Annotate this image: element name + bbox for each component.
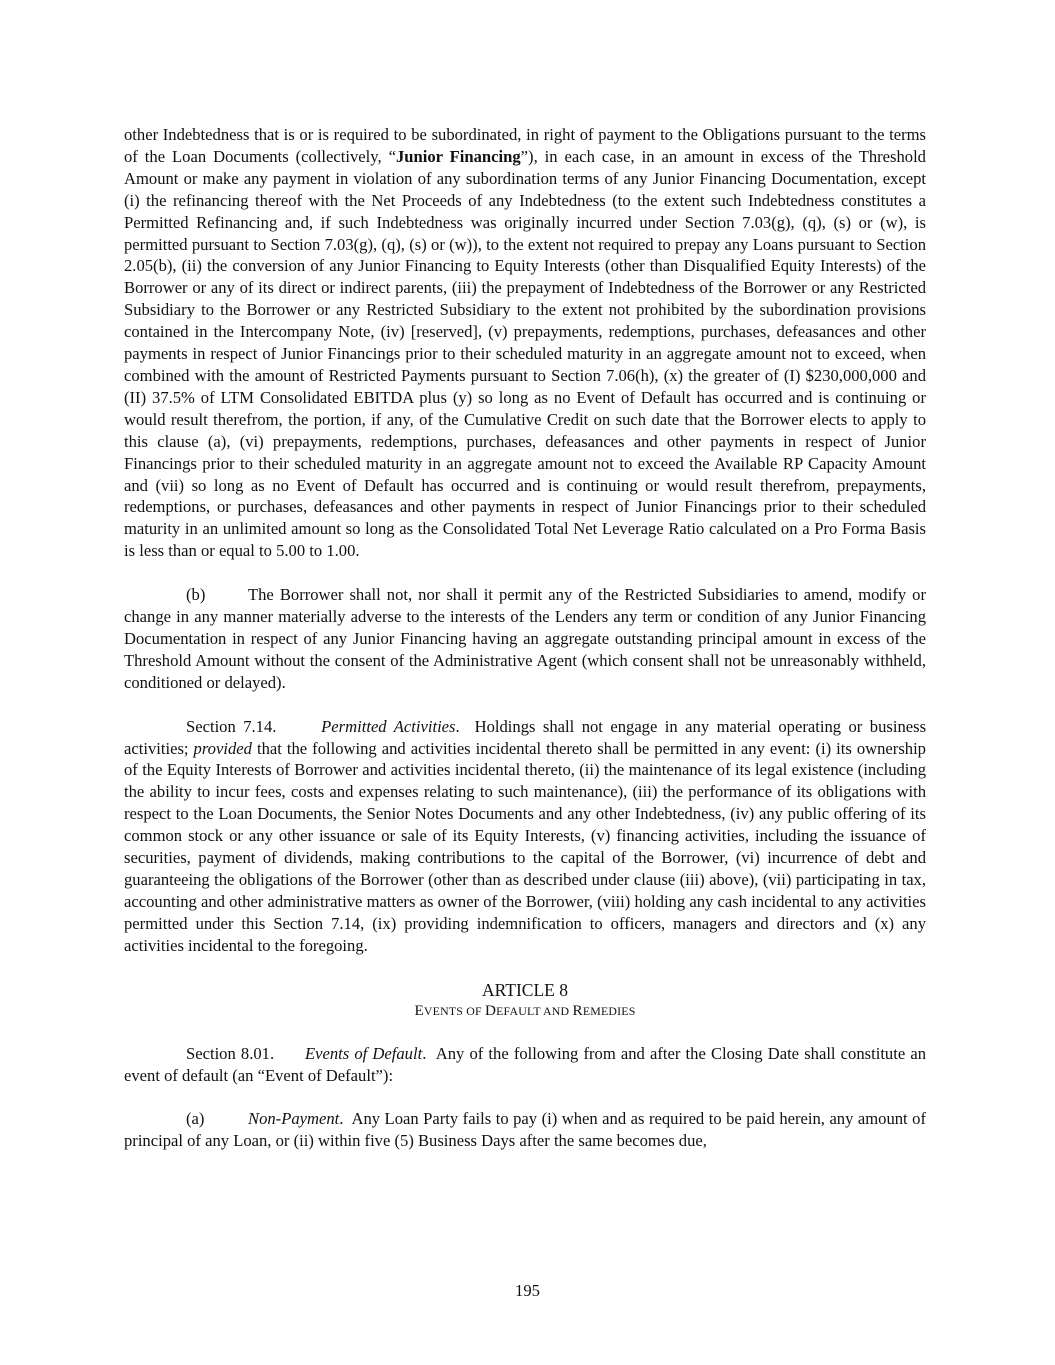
subheading-initial: D — [484, 1001, 497, 1019]
subheading-smallcaps: VENTS OF — [423, 1003, 485, 1018]
subheading-initial: R — [572, 1001, 583, 1019]
clause-number: (b) — [186, 585, 206, 605]
subheading-initial: E — [414, 1001, 424, 1019]
section-7-14 — [124, 716, 926, 957]
paragraph-text: other Indebtedness that is or is required to be subordinated, in right of payment to the Obligations pursuant to the terms of the Loan Documents (collectively, “ — [124, 125, 926, 166]
paragraph-text: that the following and activities incidental thereto shall be permitted in any event: (i) its ownership of the Equity Interests of Borrower and activities incidental thereto, (ii) the maintenance of its legal existence (including the ability to incur fees, costs and expenses relating to such maintenance), (iii) the performance of its obligations with respect to the Loan Documents, the Senior Notes Documents and any other Indebtedness, (iv) any public offering of its common stock or any other issuance or sale of its Equity Interests, (v) financing activities, including the issuance of securities, payment of dividends, making contributions to the capital of the Borrower, (vi) incurrence of debt and guaranteeing the obligations of the Borrower (other than as described under clause (iii) above), (vii) participating in tax, accounting and other administrative matters as owner of the Borrower, (viii) holding any cash incidental to any activities permitted under this Section 7.14, (ix) providing indemnification to officers, managers and directors and (x) any activities incidental to the foregoing. — [124, 738, 926, 955]
paragraph-spacer — [124, 1086, 926, 1108]
paragraph-spacer — [124, 562, 926, 584]
paragraph-spacer — [124, 1021, 926, 1043]
section-title: Events of Default — [304, 1043, 423, 1063]
paragraph-8-a — [124, 1108, 926, 1152]
paragraph-spacer — [124, 694, 926, 716]
paragraph-spacer — [124, 957, 926, 979]
paragraph-text: ”), in each case, in an amount in excess of the Threshold Amount or make any payment in violation of any subordination terms of any Junior Financing Documentation, except (i) the refinancing thereof with the Net Proceeds of any Indebtedness (to the extent such Indebtedness constitutes a Permitted Refinancing and, if such Indebtedness was originally incurred under Section 7.03(g), (q), (s) or (w), is permitted pursuant to Section 7.03(g), (q), (s) or (w)), to the extent not required to prepay any Loans pursuant to Section 2.05(b), (ii) the conversion of any Junior Financing to Equity Interests (other than Disqualified Equity Interests) of the Borrower or any of its direct or indirect parents, (iii) the prepayment of Indebtedness of the Borrower or any Restricted Subsidiary to the Borrower or any Restricted Subsidiary to the extent not prohibited by the subordination provisions contained in the Intercompany Note, (iv) [reserved], (v) prepayments, redemptions, purchases, defeasances and other payments in respect of Junior Financings prior to their scheduled maturity in an aggregate amount not to exceed, when combined with the amount of Restricted Payments pursuant to Section 7.06(h), (x) the greater of (I) $230,000,000 and (II) 37.5% of LTM Consolidated EBITDA plus (y) so long as no Event of Default has occurred and is continuing or would result therefrom, the portion, if any, of the Cumulative Credit on such date that the Borrower elects to apply to this clause (a), (vi) prepayments, redemptions, purchases, defeasances and other payments in respect of Junior Financings prior to their scheduled maturity in an aggregate amount not to exceed the Available RP Capacity Amount and (vii) so long as no Event of Default has occurred and is continuing or would result therefrom, prepayments, redemptions, or purchases, defeasances and other payments in respect of Junior Financings prior to their scheduled maturity in an unlimited amount so long as the Consolidated Total Net Leverage Ratio calculated on a Pro Forma Basis is less than or equal to 5.00 to 1.00. — [124, 146, 926, 561]
clause-number: (a) — [186, 1109, 205, 1129]
paragraph-b — [124, 584, 926, 694]
section-title-period: . — [455, 716, 460, 736]
section-number: Section 8.01. — [186, 1043, 275, 1063]
paragraph-junior-financing-continued — [124, 124, 926, 562]
paragraph-text: The Borrower shall not, nor shall it permit any of the Restricted Subsidiaries to amend, modify or change in any manner materially adverse to the interests of the Lenders any term or condition of any Junior Financing Documentation in respect of any Junior Financing having an aggregate outstanding principal amount in excess of the Threshold Amount without the consent of the Administrative Agent (which consent shall not be unreasonably withheld, conditioned or delayed). — [124, 585, 926, 692]
section-title-period: . — [422, 1043, 427, 1063]
section-number: Section 7.14. — [186, 716, 277, 736]
section-title: Permitted Activities — [321, 716, 456, 736]
article-subheading — [124, 1001, 926, 1021]
paragraph-text: Any Loan Party fails to pay (i) when and as required to be paid herein, any amount of principal of any Loan, or (ii) within five (5) Business Days after the same becomes due, — [124, 1109, 926, 1151]
provided-term: provided — [193, 738, 252, 758]
paragraph-text: Holdings shall not engage in any material operating or business activities; — [124, 716, 927, 758]
section-8-01 — [124, 1043, 926, 1087]
subheading-smallcaps: EMEDIES — [582, 1003, 636, 1018]
clause-title-period: . — [339, 1109, 344, 1129]
clause-title: Non-Payment — [248, 1109, 340, 1129]
defined-term: Junior Financing — [395, 146, 521, 166]
page-number: 195 — [515, 1281, 540, 1300]
paragraph-text: Any of the following from and after the Closing Date shall constitute an event of default (an “Event of Default”): — [124, 1043, 927, 1085]
document-page — [124, 124, 926, 1152]
subheading-smallcaps: EFAULT AND — [496, 1003, 573, 1018]
article-heading: ARTICLE 8 — [482, 979, 568, 1000]
